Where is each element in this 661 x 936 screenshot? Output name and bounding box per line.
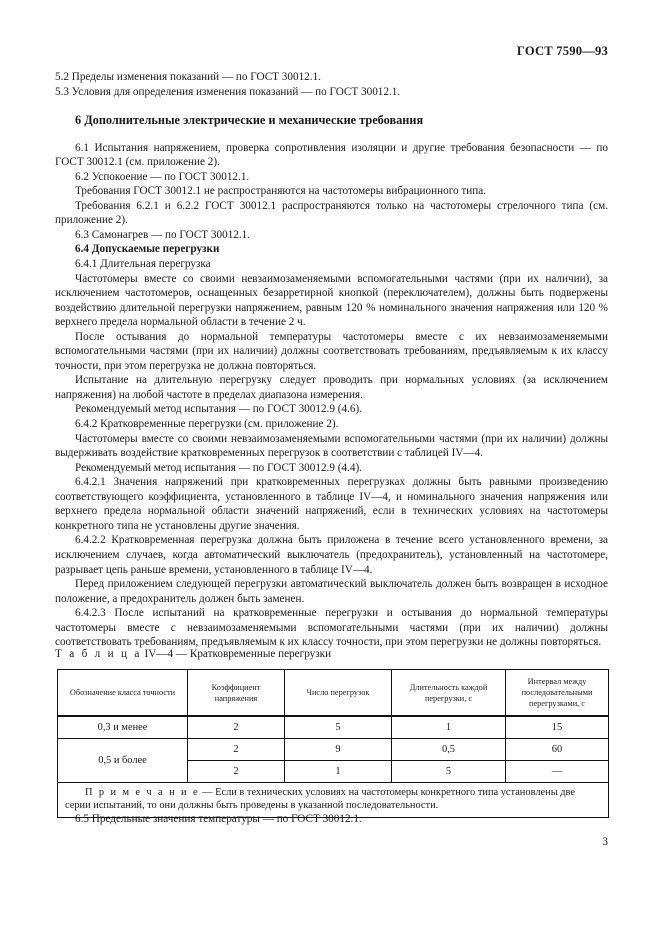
table-caption-label: Т а б л и ц а [55,648,142,660]
table-caption [55,648,331,660]
cell-overload-duration: 5 [392,761,506,783]
paragraph-6-4-2-title: 6.4.2 Кратковременные перегрузки (см. приложение 2). [75,418,339,431]
table-caption-dash: — [175,648,188,660]
col-header-overload-count: Число перегрузок [285,670,392,717]
table-caption-number: IV—4 [144,648,174,660]
document-body-tail [55,812,608,827]
cell-voltage-coefficient: 2 [188,761,285,783]
cell-overload-duration: 1 [392,716,506,739]
cell-voltage-coefficient: 2 [188,739,285,761]
paragraph-6-1: 6.1 Испытания напряжением, проверка сопротивления изоляции и другие требования безопасности — по ГОСТ 30012.1 (см. приложение 2). [55,141,608,169]
table-head [58,670,609,717]
cell-voltage-coefficient: 2 [188,716,285,739]
cell-overload-count: 5 [285,716,392,739]
running-head: ГОСТ 7590—93 [516,44,608,58]
heading-6-4: 6.4 Допускаемые перегрузки [75,243,220,256]
cell-overload-count: 9 [285,739,392,761]
table-caption-title: Кратковременные перегрузки [189,648,332,660]
paragraph-6-4-1-title: 6.4.1 Длительная перегрузка [75,258,211,271]
cell-overload-duration: 0,5 [392,739,506,761]
cell-overload-interval: — [506,761,609,783]
table-row [58,739,609,761]
cell-overload-count: 1 [285,761,392,783]
cell-overload-interval: 60 [506,739,609,761]
col-header-accuracy-class: Обозначение класса точности [58,670,188,717]
paragraph-6-4-1-body: Частотомеры вместе со своими невзаимозаменяемыми вспомогательными частями (при их наличии), за исключением частотомеров, оснащенных безарретирной кнопкой (переключателем), должны быть подвержены воздействию длительной перегрузки напряжением, равным 120 % номинального значения напряжения или 120 % верхнего предела нормальной области в течение 2 ч. [55,272,608,329]
paragraph-6-2: 6.2 Успокоение — по ГОСТ 30012.1. [75,170,250,183]
section-heading-6: 6 Дополнительные электрические и механические требования [75,113,424,128]
page-number: 3 [602,836,608,848]
paragraph-6-4-1-test: Испытание на длительную перегрузку следует проводить при нормальных условиях (за исключением напряжения) на любой частоте в пределах диапазона измерения. [55,374,608,401]
cell-accuracy-class: 0,5 и более [58,739,188,783]
col-header-voltage-coefficient: Коэффициент напряжения [188,670,285,717]
table-note-dash: — [202,787,213,798]
paragraph-5-3: 5.3 Условия для определения изменения показаний — по ГОСТ 30012.1. [55,85,401,98]
paragraph-6-4-2-body: Частотомеры вместе со своими невзаимозаменяемыми вспомогательными частями (при их наличии) должны выдерживать воздействие кратковременных перегрузок в соответствии с таблицей IV—4. [55,432,608,460]
paragraph-6-4-2-3: 6.4.2.3 После испытаний на кратковременные перегрузки и остывания до нормальной температуры частотомеры вместе с невзаимозаменяемыми вспомогательными частями (при их наличии) должны соответствовать требованиям, предъявляемым к их классу точности, при этом перегрузки не должны повторяться. [55,607,608,649]
table-row [58,716,609,739]
paragraph-6-4-1-after: После остывания до нормальной температуры частотомеры вместе с их невзаимозаменяемыми вспомогательными частями (при их наличии) должны соответствовать требованиям, предъявляемым к их классу точности, при этом перегрузка не должна повторяться. [55,330,608,372]
table-body [58,716,609,818]
paragraph-6-3: 6.3 Самонагрев — по ГОСТ 30012.1. [75,228,251,241]
table-note-text: Если в технических условиях на частотомеры конкретного типа установлены две серии испытаний, то они должны быть проведены в указанной последовательности. [65,787,576,811]
cell-accuracy-class: 0,3 и менее [58,716,188,739]
paragraph-6-2-note-2: Требования 6.2.1 и 6.2.2 ГОСТ 30012.1 распространяются только на частотомеры стрелочного типа (см. приложение 2). [55,199,608,227]
paragraph-6-4-1-method: Рекомендуемый метод испытания — по ГОСТ 30012.9 (4.6). [75,403,362,416]
paragraph-6-4-2-1: 6.4.2.1 Значения напряжений при кратковременных перегрузках должны быть равными произведению соответствующего коэффициента, установленного в таблице IV—4, и номинального значения напряжения или верхнего предела нормальной области значений напряжений, если в технических условиях на частотомеры конкретного типа не установлены другие значения. [55,476,608,532]
overload-table [57,669,609,818]
table-short-term-overloads [57,669,608,818]
paragraph-6-4-2-2: 6.4.2.2 Кратковременная перегрузка должна быть приложена в течение всего установленного времени, за исключением случаев, когда автоматический выключатель (предохранитель), установленный на частотомере, разрывает цепь раньше времени, установленного в таблице IV—4. [55,534,608,576]
paragraph-6-5: 6.5 Предельные значения температуры — по ГОСТ 30012.1. [75,813,362,825]
col-header-overload-interval: Интервал между последовательными перегрузками, с [506,670,609,717]
paragraph-6-2-note-1: Требования ГОСТ 30012.1 не распространяются на частотомеры вибрационного типа. [75,185,487,198]
table-header-row [58,670,609,717]
cell-overload-interval: 15 [506,716,609,739]
paragraph-6-4-2-2-next: Перед приложением следующей перегрузки автоматический выключатель должен быть возвращен в исходное положение, а предохранитель должен быть заменен. [55,578,608,605]
paragraph-5-2: 5.2 Пределы изменения показаний — по ГОСТ 30012.1. [55,71,321,83]
paragraph-6-4-2-method: Рекомендуемый метод испытания — по ГОСТ 30012.9 (4.4). [75,461,362,474]
document-body [55,70,608,650]
col-header-overload-duration: Длительность каждой перегрузки, с [392,670,506,717]
table-note-label: П р и м е ч а н и е [85,787,200,798]
